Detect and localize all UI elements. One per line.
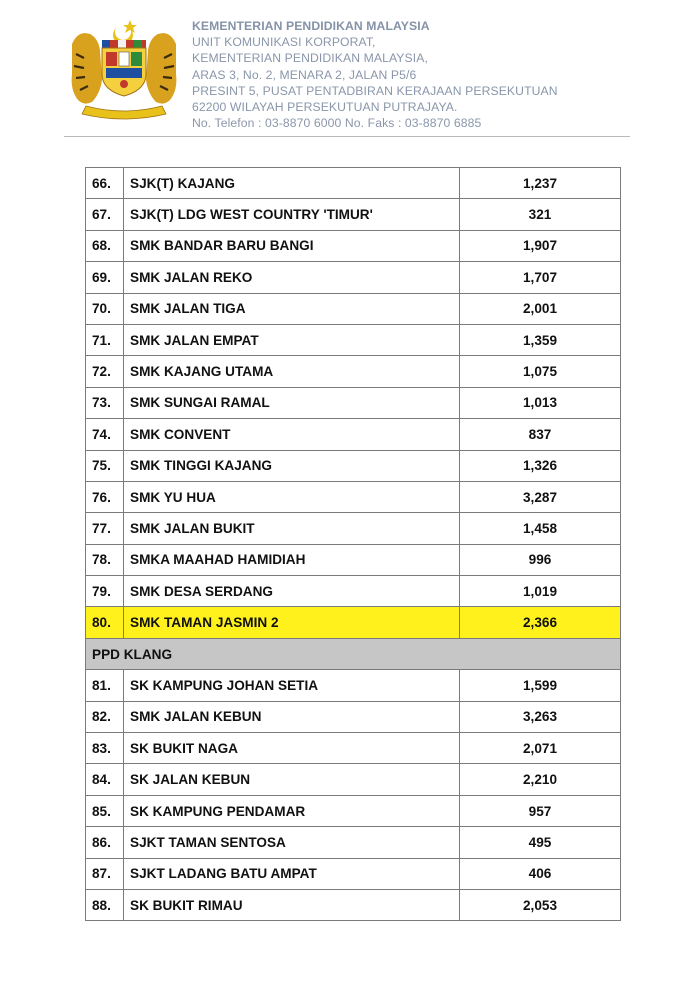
row-number: 85. [86,795,124,826]
row-value: 1,237 [460,168,621,199]
school-name: SMK YU HUA [124,481,460,512]
school-name: SK BUKIT RIMAU [124,889,460,920]
row-value: 406 [460,858,621,889]
contact-line: No. Telefon : 03-8870 6000 No. Faks : 03-8870 6885 [192,116,482,131]
table-row [86,199,621,230]
school-name: SK KAMPUNG PENDAMAR [124,795,460,826]
table-row [86,513,621,544]
row-number: 79. [86,576,124,607]
school-name: SMK SUNGAI RAMAL [124,387,460,418]
table-row [86,293,621,324]
table-row [86,387,621,418]
school-name: SJKT LADANG BATU AMPAT [124,858,460,889]
row-value: 2,071 [460,733,621,764]
row-value: 495 [460,827,621,858]
school-name: SJK(T) KAJANG [124,168,460,199]
school-name: SMK KAJANG UTAMA [124,356,460,387]
school-name: SMKA MAAHAD HAMIDIAH [124,544,460,575]
row-value: 2,053 [460,889,621,920]
table-row [86,356,621,387]
school-name: SMK DESA SERDANG [124,576,460,607]
school-name: SMK JALAN REKO [124,262,460,293]
table-row [86,733,621,764]
row-number: 87. [86,858,124,889]
row-number: 73. [86,387,124,418]
row-value: 321 [460,199,621,230]
row-number: 86. [86,827,124,858]
school-name: SMK JALAN TIGA [124,293,460,324]
row-value: 1,075 [460,356,621,387]
table-row [86,544,621,575]
row-value: 837 [460,419,621,450]
school-name: SK BUKIT NAGA [124,733,460,764]
table-row [86,481,621,512]
row-number: 68. [86,230,124,261]
row-value: 3,263 [460,701,621,732]
row-value: 1,326 [460,450,621,481]
row-number: 70. [86,293,124,324]
organization-name: KEMENTERIAN PENDIDIKAN MALAYSIA [192,19,430,33]
table-row [86,419,621,450]
school-name: SMK JALAN EMPAT [124,324,460,355]
table-row [86,576,621,607]
school-name: SMK TINGGI KAJANG [124,450,460,481]
address-line: ARAS 3, No. 2, MENARA 2, JALAN P5/6 [192,67,417,82]
table-row [86,450,621,481]
school-table-body [86,168,621,921]
row-number: 67. [86,199,124,230]
table-row [86,795,621,826]
row-value: 1,707 [460,262,621,293]
row-number: 81. [86,670,124,701]
row-number: 69. [86,262,124,293]
school-name: SMK TAMAN JASMIN 2 [124,607,460,638]
row-number: 76. [86,481,124,512]
table-row [86,168,621,199]
table-row [86,858,621,889]
address-line: PRESINT 5, PUSAT PENTADBIRAN KERAJAAN PERSEKUTUAN [192,83,558,98]
school-name: SJK(T) LDG WEST COUNTRY 'TIMUR' [124,199,460,230]
row-number: 72. [86,356,124,387]
row-value: 996 [460,544,621,575]
row-value: 3,287 [460,481,621,512]
row-value: 1,458 [460,513,621,544]
row-value: 2,210 [460,764,621,795]
table-row-highlighted [86,607,621,638]
address-line: 62200 WILAYAH PERSEKUTUAN PUTRAJAYA. [192,100,458,115]
school-name: SMK CONVENT [124,419,460,450]
row-number: 82. [86,701,124,732]
row-number: 83. [86,733,124,764]
school-name: SMK JALAN KEBUN [124,701,460,732]
letterhead [64,14,644,134]
row-value: 1,599 [460,670,621,701]
table-row [86,764,621,795]
row-number: 74. [86,419,124,450]
row-number: 75. [86,450,124,481]
row-number: 71. [86,324,124,355]
table-row [86,889,621,920]
address-line: KEMENTERIAN PENDIDIKAN MALAYSIA, [192,51,428,66]
school-name: SK KAMPUNG JOHAN SETIA [124,670,460,701]
row-number: 77. [86,513,124,544]
table-row [86,262,621,293]
table-row [86,230,621,261]
school-name: SMK JALAN BUKIT [124,513,460,544]
table-row [86,324,621,355]
row-number: 84. [86,764,124,795]
row-value: 1,359 [460,324,621,355]
table-row [86,701,621,732]
school-name: SMK BANDAR BARU BANGI [124,230,460,261]
letterhead-address-block [192,18,558,131]
school-table [85,167,621,921]
row-number: 66. [86,168,124,199]
row-value: 2,366 [460,607,621,638]
malaysia-coat-of-arms-icon [64,14,184,120]
row-number: 80. [86,607,124,638]
table-row [86,670,621,701]
row-number: 88. [86,889,124,920]
row-value: 2,001 [460,293,621,324]
row-number: 78. [86,544,124,575]
row-value: 1,907 [460,230,621,261]
letterhead-divider [64,136,630,137]
row-value: 957 [460,795,621,826]
section-label: PPD KLANG [86,638,621,669]
address-line: UNIT KOMUNIKASI KORPORAT, [192,35,376,50]
row-value: 1,013 [460,387,621,418]
school-name: SJKT TAMAN SENTOSA [124,827,460,858]
section-header-row [86,638,621,669]
school-name: SK JALAN KEBUN [124,764,460,795]
table-row [86,827,621,858]
row-value: 1,019 [460,576,621,607]
